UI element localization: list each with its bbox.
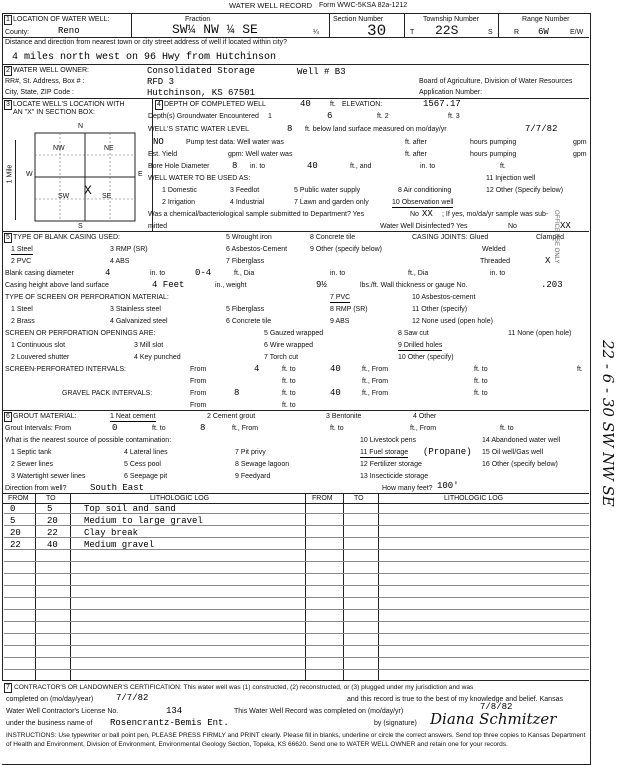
opening-other: 10 Other (specify): [398, 354, 454, 361]
log-rule-line: [4, 587, 589, 598]
cert-completed-value: 7/7/82: [116, 693, 149, 703]
sample-x: XX: [422, 209, 433, 219]
casing-in-to-2: in. to: [330, 270, 346, 277]
section-1-number: 1: [4, 15, 12, 25]
perf-from-value: 4: [254, 364, 260, 374]
owner-label: WATER WELL OWNER:: [13, 67, 89, 74]
contam-septic: 1 Septic tank: [11, 449, 52, 456]
locate-label-2: AN "X" IN SECTION BOX:: [13, 109, 95, 116]
contam-seepage: 6 Seepage pit: [124, 473, 168, 480]
contam-watertight: 3 Watertight sewer lines: [11, 473, 86, 480]
groundwater-value: 6: [327, 111, 333, 121]
yield-gpm-unit: gpm: [573, 151, 587, 158]
gravel-label: GRAVEL PACK INTERVALS:: [62, 390, 153, 397]
grout-bentonite: 3 Bentonite: [326, 413, 362, 420]
section-number-label: Section Number: [333, 16, 384, 23]
cert-signature-label: by (signature): [374, 720, 417, 727]
disinfect-label: Water Well Disinfected? Yes: [380, 223, 468, 230]
how-many-feet-value: 100': [437, 481, 459, 491]
log-rule-line: [4, 647, 589, 658]
contam-lagoon: 8 Sewage lagoon: [235, 461, 290, 468]
ksa-ref: KSA 82a-1212: [362, 2, 408, 9]
perf-to-label-4: ft. to: [474, 378, 488, 385]
grout-cement: 2 Cement grout: [207, 413, 256, 420]
distance-value: 4 miles north west on 96 Hwy from Hutchinson: [12, 52, 277, 63]
use-domestic: 1 Domestic: [162, 187, 198, 194]
screen-pvc: 7 PVC: [330, 294, 351, 301]
casing-height-value: 4 Feet: [152, 280, 185, 290]
cert-business-label: under the business name of: [6, 720, 93, 727]
static-level-date: 7/7/82: [525, 124, 558, 134]
contamination-label: What is the nearest source of possible contamination:: [5, 437, 172, 444]
log-row-to: 22: [47, 528, 58, 538]
log-rule-line: [4, 563, 589, 574]
disinfect-x: XX: [560, 221, 571, 231]
section-box-grid: [34, 132, 136, 222]
locate-label-1: LOCATE WELL'S LOCATION WITH: [13, 101, 125, 108]
grout-other: 4 Other: [413, 413, 437, 420]
screen-brass: 2 Brass: [11, 318, 35, 325]
casing-diameter-label: Blank casing diameter: [5, 270, 74, 277]
casing-steel: 1 Steel: [11, 246, 33, 253]
casing-threaded-x: X: [545, 256, 551, 266]
groundwater-label: Depth(s) Groundwater Encountered: [148, 113, 259, 120]
contam-insecticide: 13 Insecticide storage: [360, 473, 429, 480]
use-industrial: 4 Industrial: [230, 199, 265, 206]
casing-diameter-value: 4: [105, 268, 111, 278]
log-row-from: 0: [10, 504, 16, 514]
log-rule-line: [4, 575, 589, 586]
log-rule-line: [4, 551, 589, 562]
casing-in-to-3: in. to: [490, 270, 506, 277]
owner-name: Consolidated Storage: [147, 66, 256, 76]
yield-hours: hours pumping: [470, 151, 517, 158]
casing-joints-label: CASING JOINTS: Glued: [412, 234, 489, 241]
log-rule-line: [4, 623, 589, 634]
log-row-desc: Clay break: [84, 528, 139, 538]
log-rule-line: [4, 599, 589, 610]
screen-concrete: 6 Concrete tile: [226, 318, 272, 325]
log-to-header-2: TO: [354, 495, 364, 502]
log-row-to: 40: [47, 540, 58, 550]
range-value: 6W: [538, 27, 549, 37]
bore-label: Bore Hole Diameter: [148, 163, 210, 170]
opening-mill: 3 Mill slot: [134, 342, 164, 349]
opening-louvered: 2 Louvered shutter: [11, 354, 70, 361]
mile-label: 1 Mile: [6, 164, 14, 184]
gravel-from-value: 8: [234, 388, 240, 398]
casing-weight-value: 9½: [316, 280, 327, 290]
log-row-desc: Medium gravel: [84, 540, 155, 550]
bore-in-to: in. to: [250, 163, 266, 170]
gravel-from-label-2: From: [190, 402, 207, 409]
grout-to-label: ft. to: [152, 425, 166, 432]
office-use-label: OFFICE USE ONLY: [553, 210, 559, 264]
cert-license-value: 134: [166, 706, 183, 716]
county-label: County:: [5, 29, 30, 36]
perf-to-value: 40: [330, 364, 341, 374]
grout-neat: 1 Neat cement: [110, 413, 156, 420]
cert-license-label: Water Well Contractor's License No.: [6, 708, 119, 715]
section-3-number: 3: [4, 100, 12, 110]
contam-fuel: 11 Fuel storage: [360, 449, 409, 456]
opening-saw: 8 Saw cut: [398, 330, 429, 337]
use-injection: 11 Injection well: [486, 175, 536, 182]
screen-galvanized: 4 Galvanized steel: [110, 318, 168, 325]
screen-label: TYPE OF SCREEN OR PERFORATION MATERIAL:: [5, 294, 169, 301]
contam-abandoned: 14 Abandoned water well: [482, 437, 561, 444]
grout-to-value: 8: [200, 423, 206, 433]
log-rule-line: [4, 635, 589, 646]
perf-from-label: From: [190, 366, 207, 373]
sample-tail: ; If yes, mo/da/yr sample was sub-: [442, 211, 549, 218]
sample-submitted: mitted: [148, 223, 168, 230]
casing-diameter-to-value: 0-4: [195, 268, 212, 278]
east-label: E: [138, 171, 143, 178]
grout-from-value: 0: [112, 423, 118, 433]
contam-pit: 7 Pit privy: [235, 449, 266, 456]
disinfect-no: No: [508, 223, 517, 230]
fraction-quarter: ¼: [313, 29, 319, 36]
grout-ft-to: ft. to: [330, 425, 344, 432]
cert-instructions: INSTRUCTIONS: Use typewriter or ball point pen, PLEASE PRESS FIRMLY and PRINT clearly. Please fill in blanks, underline or circle the correct answers. Send top three copies to Kansas Department of Health and Environment, Division of Environment, Environmental Geology Section, Topeka, KS 66620. Send one to WATER WELL OWNER and retain one for your records.: [6, 732, 586, 748]
contam-sewer: 2 Sewer lines: [11, 461, 54, 468]
casing-diameter-tail: ft., Dia: [234, 270, 255, 277]
section-number-value: 30: [367, 22, 387, 40]
casing-rmp: 3 RMP (SR): [110, 246, 148, 253]
casing-pvc: 2 PVC: [11, 258, 32, 265]
use-other: 12 Other (Specify below): [486, 187, 564, 194]
log-row-from: 22: [10, 540, 21, 550]
screen-stainless: 3 Stainless steel: [110, 306, 161, 313]
perf-label: SCREEN-PERFORATED INTERVALS:: [5, 366, 126, 373]
section-2-number: 2: [4, 66, 12, 76]
casing-threaded: Threaded: [480, 258, 510, 265]
casing-weight-tail: lbs./ft. Wall thickness or gauge No.: [360, 282, 468, 289]
casing-wrought: 5 Wrought iron: [226, 234, 272, 241]
screen-none: 12 None used (open hole): [412, 318, 493, 325]
perf-ft: ft.: [577, 366, 583, 373]
casing-wall-value: .203: [541, 280, 563, 290]
gravel-to-label: ft. to: [282, 390, 296, 397]
casing-fiberglass: 7 Fiberglass: [226, 258, 265, 265]
section-4-number: 4: [155, 100, 163, 110]
log-to-header: TO: [46, 495, 56, 502]
location-label: LOCATION OF WATER WELL:: [13, 16, 110, 23]
log-from-header-2: FROM: [312, 495, 333, 502]
bore-and: ft., and: [350, 163, 372, 170]
contam-cess: 5 Cess pool: [124, 461, 161, 468]
opening-torch: 7 Torch cut: [264, 354, 299, 361]
yield-label: Est. Yield: [148, 151, 178, 158]
casing-height-in: in., weight: [215, 282, 247, 289]
elevation-label: ELEVATION:: [342, 101, 383, 108]
opening-gauzed: 5 Gauzed wrapped: [264, 330, 324, 337]
county-value: Reno: [58, 26, 80, 36]
opening-drilled: 9 Drilled holes: [398, 342, 443, 349]
township-s: S: [488, 29, 493, 36]
contam-propane: (Propane): [423, 447, 472, 457]
groundwater-3: ft. 3: [448, 113, 460, 120]
bore-ft: ft.: [500, 163, 506, 170]
gravel-from-label: From: [190, 390, 207, 397]
section-7-number: 7: [4, 683, 12, 693]
contam-livestock: 10 Livestock pens: [360, 437, 417, 444]
opening-none: 11 None (open hole): [508, 330, 572, 337]
fraction-value: SW¼ NW ¼ SE: [172, 22, 258, 37]
pump-hours: hours pumping: [470, 139, 517, 146]
casing-height-label: Casing height above land surface: [5, 282, 109, 289]
screen-asbestos: 10 Asbestos-cement: [412, 294, 476, 301]
yield-gpm: gpm: Well water was: [228, 151, 293, 158]
contam-other: 16 Other (specify below): [482, 461, 558, 468]
well-location-mark: X: [84, 183, 92, 198]
screen-steel: 1 Steel: [11, 306, 33, 313]
north-label: N: [78, 123, 84, 130]
grout-intervals-label: Grout Intervals: From: [5, 425, 72, 432]
use-label: WELL WATER TO BE USED AS:: [148, 175, 251, 182]
log-title-left: LITHOLOGIC LOG: [150, 495, 210, 502]
form-title: WATER WELL RECORD: [229, 1, 313, 10]
contam-feedyard: 9 Feedyard: [235, 473, 271, 480]
perf-ft-from: ft., From: [362, 366, 389, 373]
township-label: Township Number: [423, 16, 480, 23]
sample-question: Was a chemical/bacteriological sample submitted to Department? Yes: [148, 211, 365, 218]
board-label: Board of Agriculture, Division of Water Resources: [419, 78, 573, 85]
log-row-to: 5: [47, 504, 53, 514]
casing-abs: 4 ABS: [110, 258, 130, 265]
distance-label: Distance and direction from nearest town or city street address of well if located within city?: [5, 39, 288, 46]
log-row-desc: Medium to large gravel: [84, 516, 203, 526]
nw-label: NW: [53, 145, 65, 152]
cert-completed-label: completed on (mo/day/year): [6, 696, 94, 703]
opening-wire: 6 Wire wrapped: [264, 342, 314, 349]
grout-ft-to-2: ft. to: [500, 425, 514, 432]
groundwater-2: ft. 2: [377, 113, 389, 120]
direction-value: South East: [90, 483, 145, 493]
screen-other: 11 Other (specify): [412, 306, 468, 313]
pump-test-value: NO: [153, 137, 164, 147]
city-label: City, State, ZIP Code :: [5, 89, 74, 96]
use-public: 5 Public water supply: [294, 187, 361, 194]
casing-ft-dia: ft., Dia: [408, 270, 429, 277]
bore-value: 8: [232, 161, 238, 171]
contam-lateral: 4 Lateral lines: [124, 449, 168, 456]
direction-label: Direction from well?: [5, 485, 67, 492]
sample-no: No: [410, 211, 419, 218]
se-label: SE: [102, 193, 112, 200]
log-row-to: 20: [47, 516, 58, 526]
cert-record-value: 7/8/82: [480, 702, 513, 712]
casing-concrete: 8 Concrete tile: [310, 234, 356, 241]
rr-label: RR#, St. Address, Box # :: [5, 78, 85, 85]
fraction-label: Fraction: [185, 16, 211, 23]
depth-ft: ft.: [330, 101, 336, 108]
west-label: W: [26, 171, 33, 178]
grout-ft-from: ft., From: [232, 425, 259, 432]
log-row-from: 5: [10, 516, 16, 526]
perf-to-label-2: ft. to: [474, 366, 488, 373]
casing-welded: Welded: [482, 246, 506, 253]
groundwater-1: 1: [268, 113, 272, 120]
section-6-number: 6: [4, 412, 12, 422]
cert-line-2: and this record is true to the best of my knowledge and belief. Kansas: [347, 696, 563, 703]
grout-ft-from-2: ft., From: [410, 425, 437, 432]
depth-value: 40: [300, 99, 311, 109]
grout-label: GROUT MATERIAL:: [13, 413, 77, 420]
cert-record-label: This Water Well Record was completed on (mo/day/yr): [234, 708, 404, 715]
margin-handwritten-location: 22 - 6 - 30 SW NW SE: [599, 340, 617, 507]
use-observation: 10 Observation well: [392, 199, 454, 206]
screen-rmp: 8 RMP (SR): [330, 306, 368, 313]
perf-from-label-2: From: [190, 378, 207, 385]
elevation-value: 1567.17: [423, 99, 461, 109]
use-lawn: 7 Lawn and garden only: [294, 199, 369, 206]
pump-test-label: Pump test data: Well water was: [186, 139, 284, 146]
openings-label: SCREEN OR PERFORATION OPENINGS ARE:: [5, 330, 156, 337]
log-row-from: 20: [10, 528, 21, 538]
certification-block: [2, 680, 589, 764]
contam-fertilizer: 12 Fertilizer storage: [360, 461, 422, 468]
cert-business-value: Rosencrantz-Bemis Ent.: [110, 718, 229, 728]
form-number: Form WWC-5: [319, 2, 362, 9]
well-number: Well # B3: [297, 67, 346, 77]
sw-label: SW: [58, 193, 70, 200]
township-value: 22S: [435, 23, 459, 38]
pump-gpm: gpm: [573, 139, 587, 146]
log-title-right: LITHOLOGIC LOG: [444, 495, 504, 502]
gravel-to-label-2: ft. to: [474, 390, 488, 397]
gravel-to-value: 40: [330, 388, 341, 398]
use-air: 8 Air conditioning: [398, 187, 452, 194]
perf-to-label-3: ft. to: [282, 378, 296, 385]
south-label: S: [78, 223, 83, 230]
contam-oilgas: 15 Oil well/Gas well: [482, 449, 544, 456]
gravel-ft-from: ft., From: [362, 390, 389, 397]
perf-to-label: ft. to: [282, 366, 296, 373]
casing-asbestos: 6 Asbestos-Cement: [226, 246, 288, 253]
casing-label: TYPE OF BLANK CASING USED:: [13, 234, 120, 241]
screen-abs: 9 ABS: [330, 318, 350, 325]
range-r: R: [514, 29, 520, 36]
owner-city: Hutchinson, KS 67501: [147, 88, 256, 98]
static-level-label: WELL'S STATIC WATER LEVEL: [148, 126, 250, 133]
use-feedlot: 3 Feedlot: [230, 187, 260, 194]
casing-other: 9 Other (specify below): [310, 246, 382, 253]
cert-line-1: CONTRACTOR'S OR LANDOWNER'S CERTIFICATION: This water well was (1) constructed, (2) reconstructed, or (3) plugged under my jurisdiction and was: [14, 684, 474, 691]
yield-ft-after: ft. after: [405, 151, 427, 158]
owner-rfd: RFD 3: [147, 77, 175, 87]
pump-ft-after: ft. after: [405, 139, 427, 146]
range-label: Range Number: [522, 16, 570, 23]
bore-in-to-2: in. to: [420, 163, 436, 170]
depth-label: DEPTH OF COMPLETED WELL: [164, 101, 266, 108]
static-level-desc: ft. below land surface measured on mo/day/yr: [305, 126, 447, 133]
log-rule-line: [4, 611, 589, 622]
use-irrigation: 2 Irrigation: [162, 199, 196, 206]
log-rule-line: [4, 659, 589, 670]
cert-signature: Diana Schmitzer: [430, 710, 557, 728]
section-5-number: 5: [4, 233, 12, 243]
opening-key: 4 Key punched: [134, 354, 181, 361]
application-label: Application Number:: [419, 89, 483, 96]
township-t: T: [410, 29, 415, 36]
ne-label: NE: [104, 145, 114, 152]
log-from-header: FROM: [8, 495, 29, 502]
gravel-to-label-3: ft. to: [282, 402, 296, 409]
bore-to-value: 40: [307, 161, 318, 171]
opening-continuous: 1 Continuous slot: [11, 342, 66, 349]
screen-fiberglass: 5 Fiberglass: [226, 306, 265, 313]
casing-diameter-to: in. to: [150, 270, 166, 277]
static-level-value: 8: [287, 124, 293, 134]
range-ew: E/W: [570, 29, 584, 36]
casing-clamped: Clamped: [536, 234, 565, 241]
perf-ft-from-2: ft., From: [362, 378, 389, 385]
how-many-feet-label: How many feet?: [382, 485, 433, 492]
log-row-desc: Top soil and sand: [84, 504, 176, 514]
